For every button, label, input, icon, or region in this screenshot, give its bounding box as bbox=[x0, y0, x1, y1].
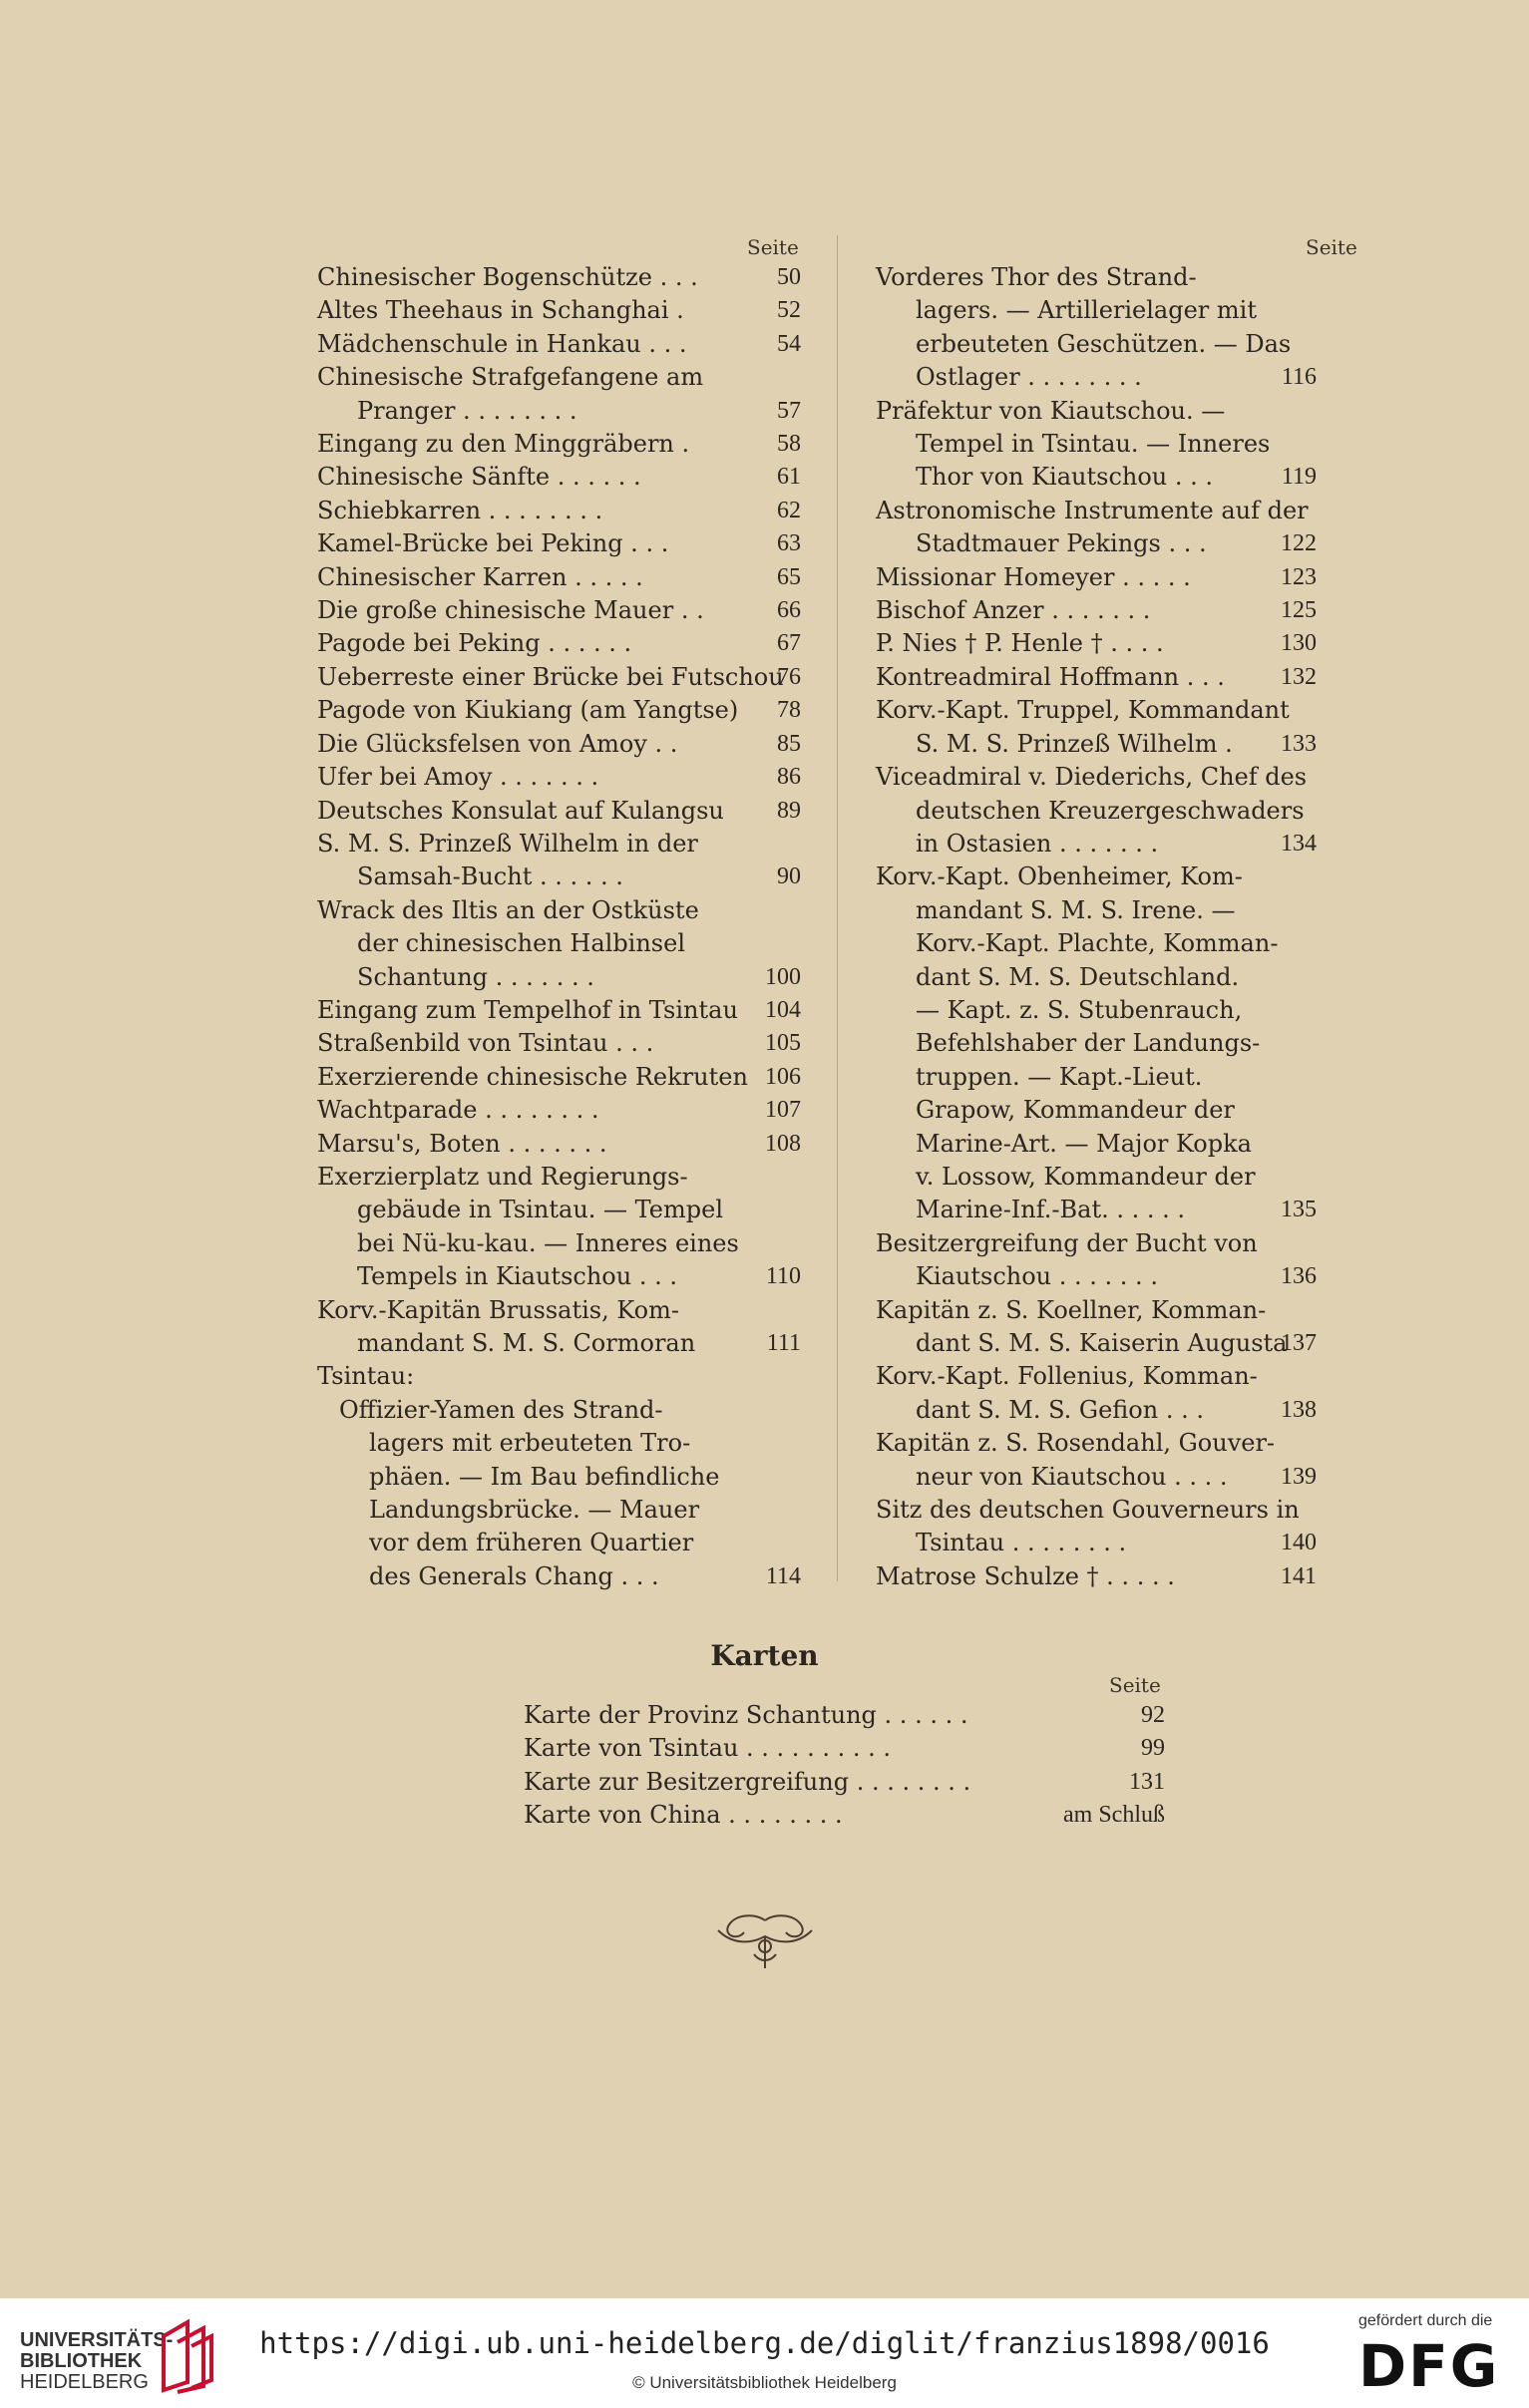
column-divider bbox=[837, 235, 838, 1581]
page-number: 137 bbox=[1281, 1330, 1317, 1356]
page-number: 138 bbox=[1281, 1396, 1317, 1423]
entry-title-line: P. Nies † P. Henle † . . . . bbox=[876, 629, 1164, 658]
entry-title-line: Tempels in Kiautschou . . . bbox=[357, 1262, 677, 1291]
page-number: 139 bbox=[1281, 1463, 1317, 1490]
toc-entry bbox=[317, 1161, 801, 1294]
toc-entry bbox=[876, 661, 1317, 694]
toc-entry bbox=[876, 495, 1317, 561]
toc-entry bbox=[317, 795, 801, 828]
entry-title-line: in Ostasien . . . . . . . bbox=[916, 829, 1159, 858]
entry-title-line: truppen. — Kapt.-Lieut. bbox=[916, 1062, 1203, 1091]
page-number: 85 bbox=[777, 730, 801, 757]
toc-entry bbox=[317, 428, 801, 461]
page-number: 92 bbox=[1141, 1702, 1165, 1728]
ornament-icon bbox=[714, 1910, 816, 1982]
entry-title-line: deutschen Kreuzergeschwaders bbox=[916, 796, 1305, 825]
entry-title-line: Stadtmauer Pekings . . . bbox=[916, 529, 1207, 558]
entry-title-line: Schiebkarren . . . . . . . . bbox=[317, 496, 603, 524]
page-number: 54 bbox=[777, 330, 801, 357]
entry-title-line: Präfektur von Kiautschou. — bbox=[876, 396, 1226, 425]
page-number: 67 bbox=[777, 630, 801, 657]
toc-entry bbox=[876, 1360, 1317, 1427]
entry-title-line: Karte von China . . . . . . . . bbox=[524, 1801, 843, 1830]
maps-list bbox=[524, 1699, 1165, 1833]
toc-entry bbox=[876, 1494, 1317, 1560]
page-number: 99 bbox=[1141, 1735, 1165, 1762]
page-number: 130 bbox=[1281, 630, 1317, 657]
toc-entry bbox=[876, 395, 1317, 495]
entry-title-line: der chinesischen Halbinsel bbox=[357, 929, 686, 958]
entry-title-line: Wachtparade . . . . . . . . bbox=[317, 1096, 599, 1125]
entry-title-line: Astronomische Instrumente auf der bbox=[876, 496, 1309, 524]
entry-title-line: Offizier-Yamen des Strand- bbox=[339, 1395, 663, 1424]
entry-title-line: Korv.-Kapt. Truppel, Kommandant bbox=[876, 696, 1290, 725]
library-name-line-1: UNIVERSITÄTS- bbox=[20, 2329, 174, 2351]
page-number: 141 bbox=[1281, 1562, 1317, 1589]
entry-title-line: Korv.-Kapt. Obenheimer, Kom- bbox=[876, 862, 1243, 891]
dfg-logo[interactable]: DFG bbox=[1358, 2332, 1500, 2400]
entry-title-line: Straßenbild von Tsintau . . . bbox=[317, 1029, 654, 1058]
toc-entry bbox=[317, 1394, 801, 1593]
toc-entry bbox=[524, 1799, 1165, 1832]
page-number: 133 bbox=[1281, 730, 1317, 757]
toc-entry bbox=[317, 561, 801, 594]
toc-entry bbox=[317, 294, 801, 327]
entry-title-line: Karte von Tsintau . . . . . . . . . . bbox=[524, 1734, 891, 1763]
entry-title-line: mandant S. M. S. Irene. — bbox=[916, 895, 1236, 924]
entry-title-line: Kapitän z. S. Koellner, Komman- bbox=[876, 1295, 1267, 1324]
entry-title-line: Befehlshaber der Landungs- bbox=[916, 1029, 1261, 1058]
page-number: 105 bbox=[765, 1030, 801, 1057]
entry-title-line: Kiautschou . . . . . . . bbox=[916, 1262, 1158, 1291]
entry-title-line: Kamel-Brücke bei Peking . . . bbox=[317, 529, 669, 558]
page-number: 110 bbox=[765, 1263, 801, 1290]
maps-heading: Karten bbox=[710, 1639, 819, 1672]
entry-title-line: Grapow, Kommandeur der bbox=[916, 1096, 1235, 1125]
entry-title-line: Korv.-Kapt. Follenius, Komman- bbox=[876, 1362, 1258, 1391]
toc-entry bbox=[317, 495, 801, 527]
page-number: 116 bbox=[1281, 364, 1317, 391]
entry-title-line: Die Glücksfelsen von Amoy . . bbox=[317, 729, 678, 758]
entry-title-line: — Kapt. z. S. Stubenrauch, bbox=[916, 995, 1243, 1024]
entry-title-line: lagers. — Artillerielager mit bbox=[916, 296, 1257, 325]
entry-title-line: Die große chinesische Mauer . . bbox=[317, 596, 704, 625]
entry-title-line: Marsu's, Boten . . . . . . . bbox=[317, 1129, 607, 1158]
page-number: 65 bbox=[777, 563, 801, 590]
entry-title-line: Bischof Anzer . . . . . . . bbox=[876, 596, 1151, 625]
entry-title-line: Pranger . . . . . . . . bbox=[357, 396, 577, 425]
entry-title-line: Tsintau: bbox=[317, 1362, 415, 1391]
entry-title-line: bei Nü-ku-kau. — Inneres eines bbox=[357, 1228, 739, 1257]
entry-title-line: Exerzierende chinesische Rekruten bbox=[317, 1062, 748, 1091]
entry-title-line: Chinesische Sänfte . . . . . . bbox=[317, 463, 641, 492]
page-number: 135 bbox=[1281, 1197, 1317, 1223]
entry-title-line: Missionar Homeyer . . . . . bbox=[876, 562, 1191, 591]
entry-title-line: S. M. S. Prinzeß Wilhelm in der bbox=[317, 829, 698, 858]
page-column-label-right: Seite bbox=[1306, 235, 1357, 259]
entry-title-line: Viceadmiral v. Diederichs, Chef des bbox=[876, 763, 1308, 792]
page-number: 119 bbox=[1281, 464, 1317, 491]
entry-title-line: Ueberreste einer Brücke bei Futschou bbox=[317, 662, 784, 691]
page-number: am Schluß bbox=[1063, 1802, 1165, 1829]
toc-entry bbox=[317, 761, 801, 794]
page-number: 111 bbox=[766, 1330, 801, 1356]
entry-title-line: S. M. S. Prinzeß Wilhelm . bbox=[916, 729, 1233, 758]
toc-entry bbox=[317, 694, 801, 727]
toc-entry bbox=[317, 361, 801, 428]
toc-entry bbox=[317, 328, 801, 361]
entry-title-line: Kapitän z. S. Rosendahl, Gouver- bbox=[876, 1429, 1276, 1458]
toc-right-column bbox=[876, 261, 1317, 1593]
page-number: 134 bbox=[1281, 830, 1317, 857]
page-number: 76 bbox=[777, 663, 801, 690]
toc-entry bbox=[876, 1227, 1317, 1294]
entry-title-line: dant S. M. S. Deutschland. bbox=[916, 962, 1240, 991]
entry-title-line: mandant S. M. S. Cormoran bbox=[357, 1329, 696, 1357]
permalink-url[interactable]: https://digi.ub.uni-heidelberg.de/diglit/franzius1898/0016 bbox=[259, 2326, 1270, 2360]
entry-title-line: Chinesischer Karren . . . . . bbox=[317, 562, 643, 591]
library-city: HEIDELBERG bbox=[20, 2371, 149, 2393]
page-number: 107 bbox=[765, 1097, 801, 1124]
entry-title-line: Chinesischer Bogenschütze . . . bbox=[317, 263, 698, 291]
toc-entry bbox=[317, 1027, 801, 1060]
entry-title-line: vor dem früheren Quartier bbox=[369, 1529, 694, 1557]
entry-title-line: Tsintau . . . . . . . . bbox=[916, 1529, 1127, 1557]
entry-title-line: Landungsbrücke. — Mauer bbox=[369, 1496, 700, 1525]
page-number: 86 bbox=[777, 764, 801, 791]
entry-title-line: Wrack des Iltis an der Ostküste bbox=[317, 895, 699, 924]
page-number: 123 bbox=[1281, 563, 1317, 590]
entry-title-line: Tempel in Tsintau. — Inneres bbox=[916, 430, 1271, 459]
entry-title-line: dant S. M. S. Kaiserin Augusta bbox=[916, 1329, 1288, 1357]
entry-title-line: Kontreadmiral Hoffmann . . . bbox=[876, 662, 1225, 691]
page-number: 100 bbox=[765, 963, 801, 990]
toc-entry bbox=[876, 694, 1317, 761]
entry-title-line: phäen. — Im Bau befindliche bbox=[369, 1462, 720, 1491]
toc-entry bbox=[317, 994, 801, 1027]
viewer-footer bbox=[0, 2298, 1529, 2408]
toc-entry bbox=[317, 594, 801, 627]
page-number: 106 bbox=[765, 1063, 801, 1090]
entry-title-line: Schantung . . . . . . . bbox=[357, 962, 594, 991]
entry-title-line: Eingang zum Tempelhof in Tsintau bbox=[317, 995, 738, 1024]
toc-entry bbox=[876, 1427, 1317, 1494]
entry-title-line: dant S. M. S. Gefion . . . bbox=[916, 1395, 1204, 1424]
toc-left-column bbox=[317, 261, 801, 1593]
page-number: 63 bbox=[777, 530, 801, 557]
entry-title-line: Samsah-Bucht . . . . . . bbox=[357, 862, 623, 891]
page-number: 131 bbox=[1129, 1768, 1165, 1795]
entry-title-line: Eingang zu den Minggräbern . bbox=[317, 430, 690, 459]
entry-title-line: lagers mit erbeuteten Tro- bbox=[369, 1429, 691, 1458]
entry-title-line: Karte der Provinz Schantung . . . . . . bbox=[524, 1701, 968, 1729]
toc-entry bbox=[524, 1766, 1165, 1799]
maps-page-label: Seite bbox=[1109, 1673, 1161, 1697]
toc-entry bbox=[524, 1699, 1165, 1732]
toc-entry bbox=[317, 627, 801, 660]
entry-title-line: Pagode von Kiukiang (am Yangtse) bbox=[317, 696, 739, 725]
toc-entry bbox=[317, 1128, 801, 1161]
toc-entry bbox=[876, 594, 1317, 627]
page-number: 122 bbox=[1281, 530, 1317, 557]
entry-title-line: Pagode bei Peking . . . . . . bbox=[317, 629, 632, 658]
page-number: 62 bbox=[777, 497, 801, 523]
page-number: 108 bbox=[765, 1130, 801, 1157]
toc-entry bbox=[317, 1094, 801, 1127]
page-number: 78 bbox=[777, 697, 801, 724]
page-number: 50 bbox=[777, 264, 801, 290]
page-number: 104 bbox=[765, 996, 801, 1023]
entry-title-line: Vorderes Thor des Strand- bbox=[876, 263, 1197, 291]
entry-title-line: Thor von Kiautschou . . . bbox=[916, 463, 1214, 492]
entry-title-line: Exerzierplatz und Regierungs- bbox=[317, 1162, 688, 1191]
entry-title-line: Altes Theehaus in Schanghai . bbox=[317, 296, 684, 325]
entry-title-line: v. Lossow, Kommandeur der bbox=[916, 1162, 1256, 1191]
toc-entry bbox=[876, 1560, 1317, 1593]
toc-entry bbox=[317, 828, 801, 894]
toc-entry bbox=[876, 561, 1317, 594]
page-number: 136 bbox=[1281, 1263, 1317, 1290]
toc-entry bbox=[317, 894, 801, 994]
toc-entry bbox=[317, 527, 801, 560]
entry-title-line: Sitz des deutschen Gouverneurs in bbox=[876, 1496, 1300, 1525]
entry-title-line: Karte zur Besitzergreifung . . . . . . . . bbox=[524, 1767, 971, 1796]
entry-title-line: erbeuteten Geschützen. — Das bbox=[916, 329, 1292, 358]
entry-title-line: Matrose Schulze † . . . . . bbox=[876, 1561, 1175, 1590]
entry-title-line: Korv.-Kapitän Brussatis, Kom- bbox=[317, 1295, 679, 1324]
toc-entry bbox=[317, 461, 801, 494]
entry-title-line: gebäude in Tsintau. — Tempel bbox=[357, 1196, 724, 1224]
page-number: 57 bbox=[777, 397, 801, 424]
page-number: 61 bbox=[777, 464, 801, 491]
page-number: 125 bbox=[1281, 597, 1317, 624]
copyright-notice: © Universitätsbibliothek Heidelberg bbox=[632, 2373, 897, 2392]
toc-entry bbox=[317, 1294, 801, 1361]
entry-title-line: Ufer bei Amoy . . . . . . . bbox=[317, 763, 599, 792]
entry-title-line: Besitzergreifung der Bucht von bbox=[876, 1228, 1258, 1257]
entry-title-line: Korv.-Kapt. Plachte, Komman- bbox=[916, 929, 1279, 958]
toc-entry bbox=[876, 261, 1317, 395]
page-number: 114 bbox=[765, 1562, 801, 1589]
entry-title-line: Deutsches Konsulat auf Kulangsu bbox=[317, 796, 724, 825]
page-number: 132 bbox=[1281, 663, 1317, 690]
toc-entry bbox=[317, 728, 801, 761]
page-number: 89 bbox=[777, 797, 801, 824]
entry-title-line: Mädchenschule in Hankau . . . bbox=[317, 329, 687, 358]
toc-entry bbox=[876, 761, 1317, 860]
entry-title-line: Ostlager . . . . . . . . bbox=[916, 363, 1142, 392]
entry-title-line: des Generals Chang . . . bbox=[369, 1561, 659, 1590]
toc-entry bbox=[317, 261, 801, 294]
toc-entry bbox=[876, 1294, 1317, 1361]
page-number: 140 bbox=[1281, 1530, 1317, 1556]
entry-title-line: Marine-Art. — Major Kopka bbox=[916, 1129, 1252, 1158]
funding-note: gefördert durch die bbox=[1358, 2312, 1493, 2329]
library-name-line-2: BIBLIOTHEK bbox=[20, 2350, 143, 2372]
page-number: 90 bbox=[777, 863, 801, 890]
entry-title-line: Chinesische Strafgefangene am bbox=[317, 363, 704, 392]
toc-entry bbox=[317, 661, 801, 694]
page-column-label-left: Seite bbox=[747, 235, 799, 259]
page-number: 52 bbox=[777, 297, 801, 324]
entry-title-line: neur von Kiautschou . . . . bbox=[916, 1462, 1228, 1491]
toc-entry bbox=[317, 1061, 801, 1094]
toc-entry bbox=[524, 1732, 1165, 1765]
toc-entry bbox=[876, 860, 1317, 1226]
page-number: 66 bbox=[777, 597, 801, 624]
entry-title-line: Marine-Inf.-Bat. . . . . . bbox=[916, 1196, 1186, 1224]
page-number: 58 bbox=[777, 431, 801, 458]
toc-entry bbox=[317, 1360, 801, 1393]
toc-entry bbox=[876, 627, 1317, 660]
